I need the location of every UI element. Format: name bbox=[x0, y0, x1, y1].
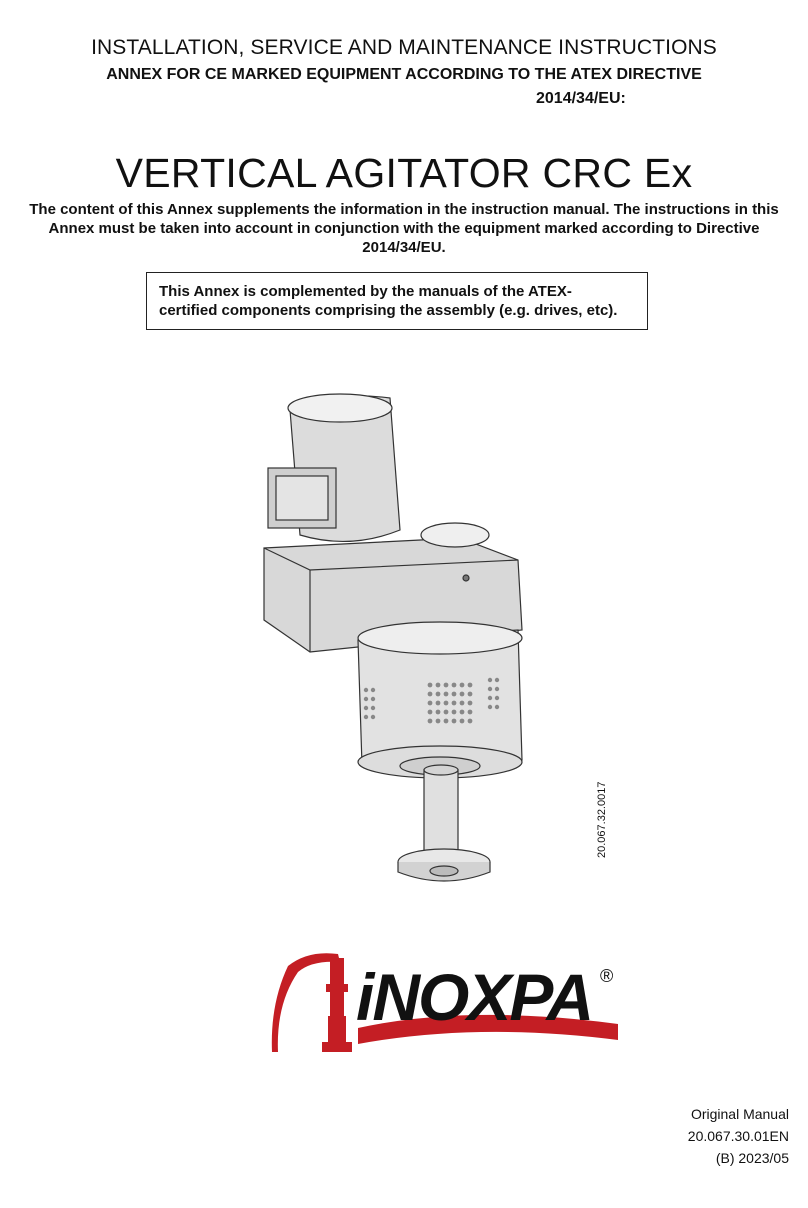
notice-box bbox=[146, 272, 648, 330]
notice-line2: certified components comprising the assembly (e.g. drives, etc). bbox=[159, 302, 618, 319]
agitator-drawing bbox=[250, 390, 550, 900]
drawing-number: 20.067.32.0017 bbox=[596, 781, 608, 858]
logo-wordmark: iNOXPA bbox=[356, 960, 593, 1034]
footer-doc-code: 20.067.30.01EN bbox=[687, 1128, 789, 1144]
intro-text: The content of this Annex supplements the information in the instruction manual. The instructions in this Annex must be taken into account in conjunction with the equipment marked according to Directive 2014/34/EU. bbox=[29, 201, 779, 256]
footer-label: Original Manual bbox=[690, 1106, 789, 1122]
registered-mark: ® bbox=[600, 966, 614, 986]
footer-revision: (B) 2023/05 bbox=[715, 1150, 789, 1166]
header-line2: ANNEX FOR CE MARKED EQUIPMENT ACCORDING TO THE ATEX DIRECTIVE bbox=[106, 66, 702, 83]
header-line1: INSTALLATION, SERVICE AND MAINTENANCE INSTRUCTIONS bbox=[91, 36, 717, 59]
notice-line1: This Annex is complemented by the manuals of the ATEX- bbox=[159, 283, 572, 300]
page-title: VERTICAL AGITATOR CRC Ex bbox=[115, 150, 693, 196]
header-line3: 2014/34/EU: bbox=[536, 90, 626, 107]
inoxpa-logo bbox=[268, 944, 628, 1074]
